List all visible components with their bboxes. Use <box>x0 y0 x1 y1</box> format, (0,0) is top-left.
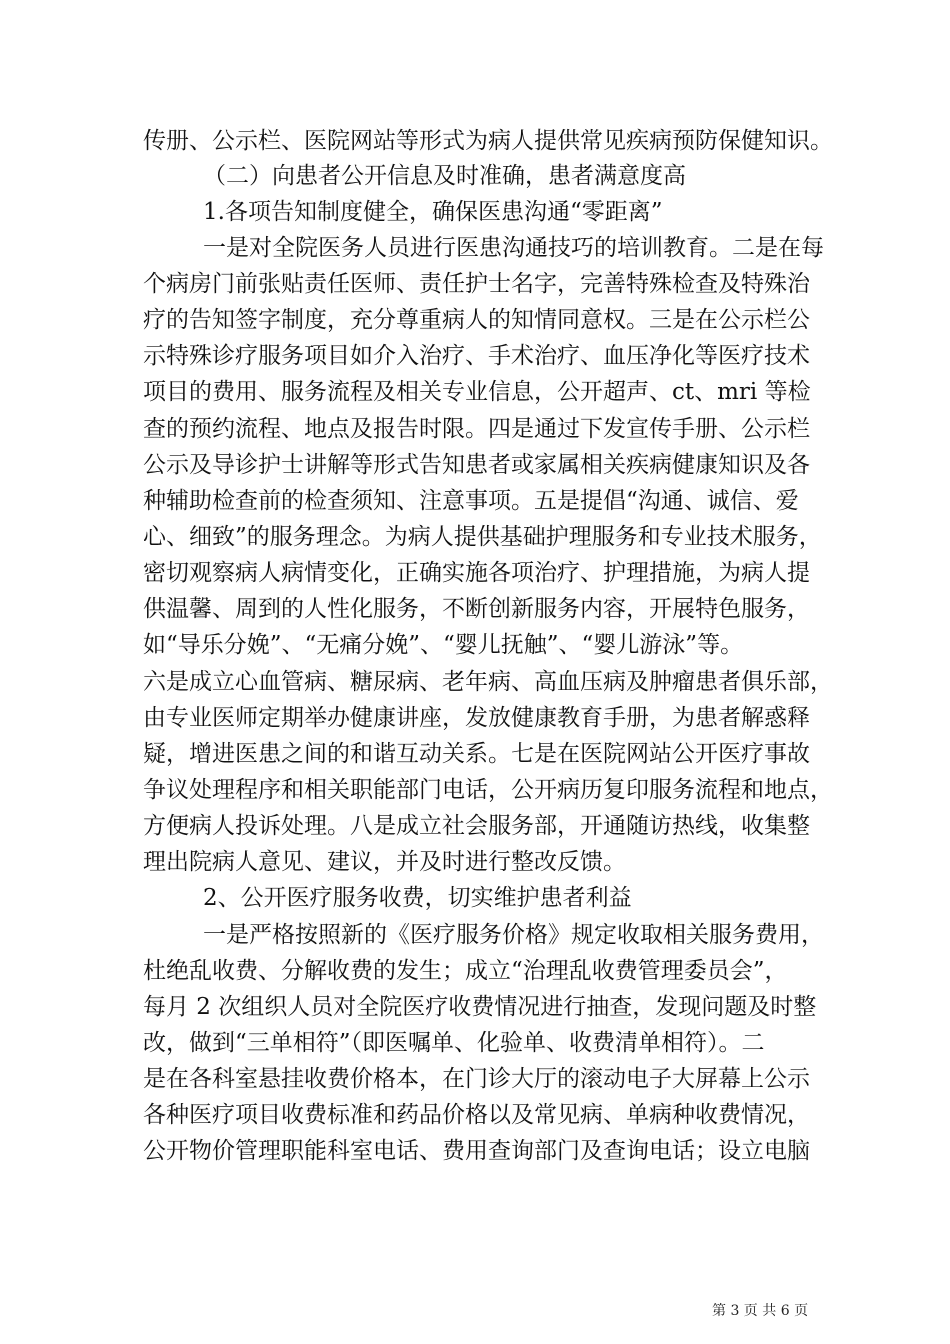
text-line: 由专业医师定期举办健康讲座，发放健康教育手册，为患者解惑释 <box>143 705 810 731</box>
text-line: 方便病人投诉处理。八是成立社会服务部，开通随访热线，收集整 <box>143 813 810 839</box>
text-line: 心、细致”的服务理念。为病人提供基础护理服务和专业技术服务， <box>143 524 822 550</box>
text-line: 疑，增进医患之间的和谐互动关系。七是在医院网站公开医疗事故 <box>143 741 810 767</box>
text-line: 个病房门前张贴责任医师、责任护士名字，完善特殊检查及特殊治 <box>143 271 810 297</box>
text-line: 供温馨、周到的人性化服务，不断创新服务内容，开展特色服务， <box>143 596 810 622</box>
text-line: 疗的告知签字制度，充分尊重病人的知情同意权。三是在公示栏公 <box>143 307 810 333</box>
text-line: 如“导乐分娩”、“无痛分娩”、“婴儿抚触”、“婴儿游泳”等。 <box>143 632 744 658</box>
subsection-heading: 1.各项告知制度健全，确保医患沟通“零距离” <box>203 199 663 225</box>
text-line: 公开物价管理职能科室电话、费用查询部门及查询电话；设立电脑 <box>143 1138 810 1164</box>
text-line: 传册、公示栏、医院网站等形式为病人提供常见疾病预防保健知识。 <box>143 128 833 154</box>
text-line: 六是成立心血管病、糖尿病、老年病、高血压病及肿瘤患者俱乐部， <box>143 669 833 695</box>
text-line: 项目的费用、服务流程及相关专业信息，公开超声、ct、mri 等检 <box>143 379 811 405</box>
text-line: 查的预约流程、地点及报告时限。四是通过下发宣传手册、公示栏 <box>143 416 810 442</box>
text-line: 每月 2 次组织人员对全院医疗收费情况进行抽查，发现问题及时整 <box>143 994 817 1020</box>
text-line: 公示及导诊护士讲解等形式告知患者或家属相关疾病健康知识及各 <box>143 452 810 478</box>
text-line: 种辅助检查前的检查须知、注意事项。五是提倡“沟通、诚信、爱 <box>143 488 799 514</box>
page-number: 第 3 页 共 6 页 <box>712 1303 809 1319</box>
text-line: 是在各科室悬挂收费价格本，在门诊大厅的滚动电子大屏幕上公示 <box>143 1066 810 1092</box>
text-line: 杜绝乱收费、分解收费的发生；成立“治理乱收费管理委员会”， <box>143 958 788 984</box>
text-line: 理出院病人意见、建议，并及时进行整改反馈。 <box>143 849 626 875</box>
section-heading: （二）向患者公开信息及时准确，患者满意度高 <box>203 163 686 189</box>
subsection-heading: 2、公开医疗服务收费，切实维护患者利益 <box>203 885 632 911</box>
text-line: 密切观察病人病情变化，正确实施各项治疗、护理措施，为病人提 <box>143 560 810 586</box>
text-line: 各种医疗项目收费标准和药品价格以及常见病、单病种收费情况， <box>143 1102 810 1128</box>
text-line: 改，做到“三单相符”（即医嘱单、化验单、收费清单相符）。二 <box>143 1030 765 1056</box>
text-line: 示特殊诊疗服务项目如介入治疗、手术治疗、血压净化等医疗技术 <box>143 343 810 369</box>
text-line: 一是严格按照新的《医疗服务价格》规定收取相关服务费用， <box>203 922 824 948</box>
text-line: 争议处理程序和相关职能部门电话，公开病历复印服务流程和地点， <box>143 777 833 803</box>
text-line: 一是对全院医务人员进行医患沟通技巧的培训教育。二是在每 <box>203 235 824 261</box>
